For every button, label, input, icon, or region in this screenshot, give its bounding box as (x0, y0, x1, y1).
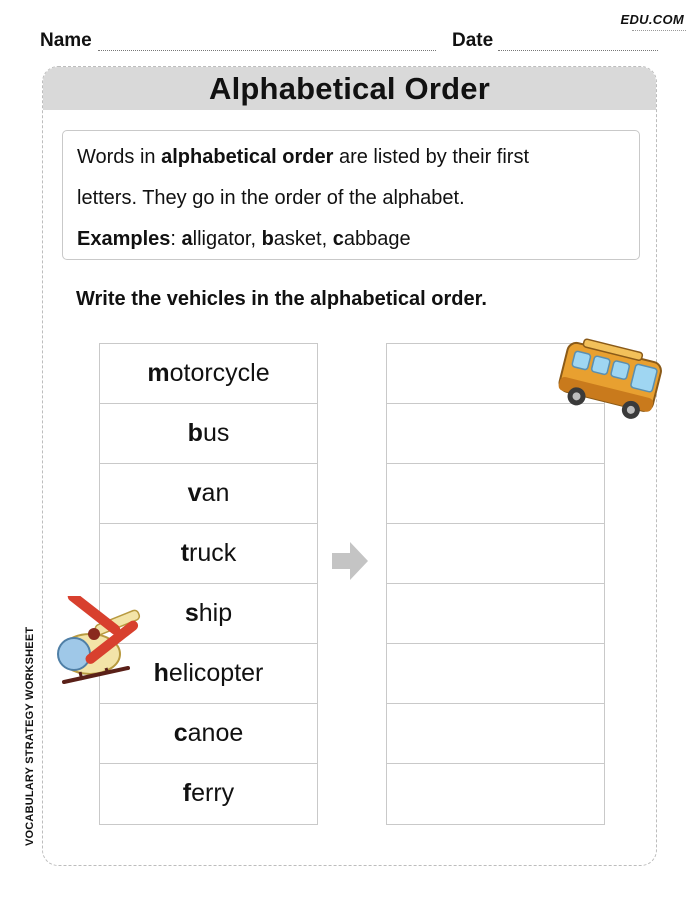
arrow-right-icon (332, 540, 368, 582)
word-rest: erry (191, 779, 235, 807)
info-box (62, 130, 640, 260)
example-separator: , (321, 228, 333, 250)
helicopter-icon (44, 596, 148, 704)
side-label: VOCABULARY STRATEGY WORKSHEET (24, 626, 36, 846)
answer-cell[interactable] (387, 704, 604, 764)
word-first-letter: s (184, 599, 199, 627)
example-rest: abbage (343, 228, 411, 250)
date-field-line[interactable] (498, 50, 658, 51)
example-rest: asket (273, 228, 322, 250)
word-rest: anoe (187, 719, 244, 747)
answer-cell[interactable] (387, 644, 604, 704)
word-cell (100, 344, 317, 404)
word-cell (100, 404, 317, 464)
example-first-letter: b (261, 228, 274, 250)
date-label: Date (452, 30, 494, 51)
word-rest: us (202, 419, 230, 447)
word-rest: hip (198, 599, 233, 627)
examples-colon: : (170, 228, 182, 250)
example-first-letter: a (181, 228, 193, 250)
instruction-text: Write the vehicles in the alphabetical order. (76, 288, 487, 310)
word-rest: ruck (189, 539, 237, 567)
info-text: Words in (77, 146, 162, 168)
page-title: Alphabetical Order (43, 67, 656, 110)
example-rest: lligator (192, 228, 251, 250)
word-rest: elicopter (168, 659, 264, 687)
word-cell (100, 704, 317, 764)
word-first-letter: v (187, 479, 202, 507)
word-rest: an (201, 479, 230, 507)
brand-logo: EDU.COM (620, 12, 684, 27)
info-text: are listed by their first (333, 146, 530, 168)
name-label: Name (40, 30, 92, 51)
bus-icon (555, 336, 665, 428)
answer-cell[interactable] (387, 524, 604, 584)
name-date-row (40, 30, 660, 54)
examples-line (77, 219, 625, 260)
word-cell (100, 464, 317, 524)
example-first-letter: c (332, 228, 344, 250)
info-line-2: letters. They go in the order of the alphabet. (77, 187, 465, 209)
word-rest: otorcycle (169, 359, 270, 387)
answer-cell[interactable] (387, 584, 604, 644)
word-first-letter: t (180, 539, 190, 567)
examples-label: Examples (77, 228, 171, 250)
info-bold-term: alphabetical order (161, 146, 334, 168)
word-cell (100, 764, 317, 823)
answer-cell[interactable] (387, 464, 604, 524)
info-line-1 (77, 137, 625, 178)
word-first-letter: b (187, 419, 203, 447)
example-separator: , (250, 228, 262, 250)
word-first-letter: m (147, 359, 170, 387)
word-list (99, 343, 318, 825)
name-field-line[interactable] (98, 50, 436, 51)
word-first-letter: h (153, 659, 169, 687)
word-cell (100, 524, 317, 584)
word-first-letter: c (173, 719, 188, 747)
answer-cell[interactable] (387, 764, 604, 823)
word-first-letter: f (182, 779, 192, 807)
